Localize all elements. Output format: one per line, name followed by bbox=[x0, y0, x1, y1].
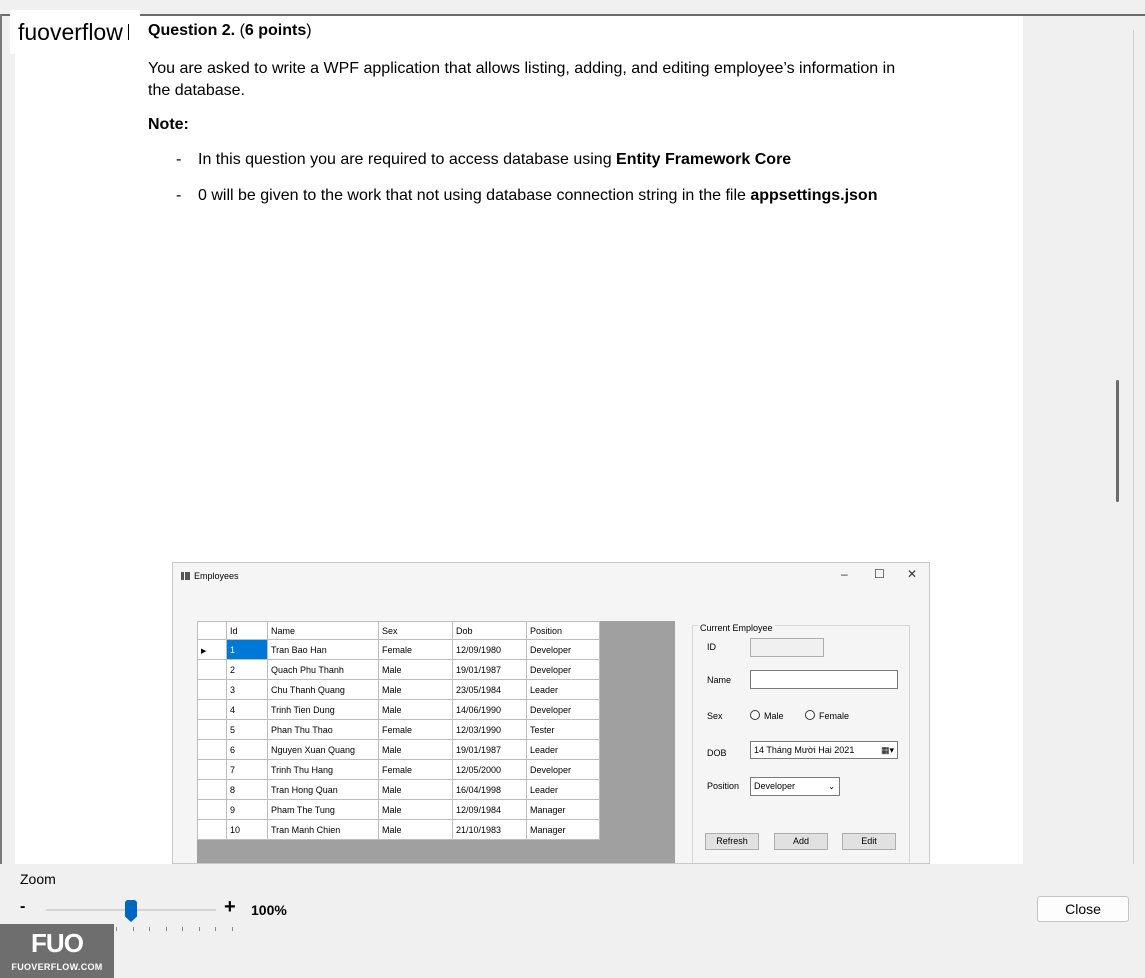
table-cell[interactable]: Female bbox=[379, 720, 453, 740]
column-header[interactable]: Name bbox=[268, 622, 379, 640]
table-cell[interactable]: Manager bbox=[527, 800, 600, 820]
table-cell[interactable]: 3 bbox=[227, 680, 268, 700]
top-border bbox=[0, 0, 1145, 16]
row-header[interactable] bbox=[198, 660, 227, 680]
table-cell[interactable]: Developer bbox=[527, 700, 600, 720]
table-cell[interactable]: Nguyen Xuan Quang bbox=[268, 740, 379, 760]
scrollbar-thumb[interactable] bbox=[1116, 380, 1119, 502]
maximize-icon[interactable]: ☐ bbox=[874, 567, 885, 581]
table-cell[interactable]: 12/09/1984 bbox=[453, 800, 527, 820]
id-label: ID bbox=[707, 642, 716, 652]
calendar-icon[interactable]: ▦▾ bbox=[880, 745, 894, 755]
bullet-bold: Entity Framework Core bbox=[616, 151, 792, 168]
table-cell[interactable]: 23/05/1984 bbox=[453, 680, 527, 700]
table-cell[interactable]: Leader bbox=[527, 740, 600, 760]
sex-label: Sex bbox=[707, 711, 723, 721]
table-cell[interactable]: Leader bbox=[527, 780, 600, 800]
table-cell[interactable]: Pham The Tung bbox=[268, 800, 379, 820]
edit-button[interactable]: Edit bbox=[842, 833, 896, 850]
bullet-item bbox=[176, 187, 877, 205]
column-header[interactable]: Sex bbox=[379, 622, 453, 640]
table-cell[interactable]: 5 bbox=[227, 720, 268, 740]
table-cell[interactable]: Quach Phu Thanh bbox=[268, 660, 379, 680]
position-label: Position bbox=[707, 781, 740, 791]
employees-window bbox=[172, 562, 930, 864]
row-header-corner bbox=[198, 622, 227, 640]
window-title: Employees bbox=[181, 571, 239, 581]
bullet-dash: - bbox=[176, 151, 182, 168]
table-cell[interactable]: Developer bbox=[527, 640, 600, 660]
table-cell[interactable]: 6 bbox=[227, 740, 268, 760]
row-header[interactable] bbox=[198, 780, 227, 800]
watermark-divider bbox=[128, 24, 129, 40]
scrollbar-track[interactable] bbox=[1133, 30, 1134, 864]
row-header[interactable] bbox=[198, 720, 227, 740]
table-cell[interactable]: Male bbox=[379, 780, 453, 800]
table-cell[interactable]: Phan Thu Thao bbox=[268, 720, 379, 740]
table-cell[interactable]: 1 bbox=[227, 640, 268, 660]
table-cell[interactable]: 19/01/1987 bbox=[453, 660, 527, 680]
table-cell[interactable]: Tran Hong Quan bbox=[268, 780, 379, 800]
fuoverflow-logo bbox=[0, 924, 114, 978]
table-row[interactable] bbox=[198, 800, 600, 820]
table-header-row bbox=[198, 622, 600, 640]
table-row[interactable] bbox=[198, 660, 600, 680]
zoom-label: Zoom bbox=[20, 871, 56, 887]
table-cell[interactable]: Female bbox=[379, 640, 453, 660]
app-icon bbox=[181, 572, 190, 580]
logo-text: FUOVERFLOW.COM bbox=[11, 962, 103, 972]
zoom-tick bbox=[116, 927, 117, 931]
bullet-text: In this question you are required to access database using bbox=[198, 151, 617, 168]
logo-mark: FUO bbox=[31, 928, 83, 958]
dob-datepicker[interactable]: 14 Tháng Mười Hai 2021 ▦▾ bbox=[750, 741, 898, 759]
question-label: Question 2. bbox=[148, 22, 236, 39]
table-cell[interactable]: Male bbox=[379, 680, 453, 700]
radio-circle-icon bbox=[750, 710, 760, 720]
table-cell[interactable]: 21/10/1983 bbox=[453, 820, 527, 840]
zoom-tick bbox=[133, 927, 134, 931]
group-title: Current Employee bbox=[700, 623, 773, 633]
row-header[interactable] bbox=[198, 700, 227, 720]
dob-label: DOB bbox=[707, 748, 727, 758]
row-header[interactable] bbox=[198, 740, 227, 760]
column-header[interactable]: Position bbox=[527, 622, 600, 640]
name-label: Name bbox=[707, 675, 732, 685]
zoom-in-button[interactable]: + bbox=[224, 896, 236, 918]
table-cell[interactable]: 14/06/1990 bbox=[453, 700, 527, 720]
table-cell[interactable]: Male bbox=[379, 820, 453, 840]
table-cell[interactable]: 16/04/1998 bbox=[453, 780, 527, 800]
row-header[interactable] bbox=[198, 760, 227, 780]
table-row[interactable] bbox=[198, 680, 600, 700]
table-row[interactable] bbox=[198, 740, 600, 760]
table-cell[interactable]: 8 bbox=[227, 780, 268, 800]
column-header[interactable]: Id bbox=[227, 622, 268, 640]
table-cell[interactable]: Chu Thanh Quang bbox=[268, 680, 379, 700]
table-row[interactable] bbox=[198, 820, 600, 840]
zoom-value: 100% bbox=[251, 902, 287, 918]
table-cell[interactable]: Tran Manh Chien bbox=[268, 820, 379, 840]
employee-grid[interactable] bbox=[197, 621, 675, 864]
table-cell[interactable]: Tester bbox=[527, 720, 600, 740]
zoom-tick bbox=[149, 927, 150, 931]
bottom-bar bbox=[0, 864, 1145, 978]
row-header[interactable] bbox=[198, 800, 227, 820]
table-cell[interactable]: Male bbox=[379, 700, 453, 720]
zoom-tick bbox=[215, 927, 216, 931]
close-button[interactable]: Close bbox=[1037, 896, 1129, 922]
zoom-tick bbox=[182, 927, 183, 931]
table-cell[interactable]: 9 bbox=[227, 800, 268, 820]
add-button[interactable]: Add bbox=[774, 833, 828, 850]
table-cell[interactable]: 12/03/1990 bbox=[453, 720, 527, 740]
row-header[interactable] bbox=[198, 680, 227, 700]
table-row[interactable] bbox=[198, 640, 600, 660]
bullet-item bbox=[176, 151, 791, 169]
table-row[interactable] bbox=[198, 780, 600, 800]
refresh-button[interactable]: Refresh bbox=[705, 833, 759, 850]
question-points: (6 points) bbox=[239, 22, 312, 39]
table-cell[interactable]: 19/01/1987 bbox=[453, 740, 527, 760]
bullet-dash: - bbox=[176, 187, 182, 204]
minimize-icon[interactable]: – bbox=[841, 567, 848, 581]
name-field[interactable] bbox=[750, 670, 898, 689]
zoom-tick bbox=[199, 927, 200, 931]
bullet-bold: appsettings.json bbox=[750, 187, 878, 204]
chevron-down-icon: ⌄ bbox=[828, 782, 835, 791]
table-cell[interactable]: Developer bbox=[527, 660, 600, 680]
close-icon[interactable]: ✕ bbox=[907, 567, 918, 581]
id-field[interactable] bbox=[750, 638, 824, 657]
table-cell[interactable]: Male bbox=[379, 740, 453, 760]
table-cell[interactable]: 10 bbox=[227, 820, 268, 840]
table-row[interactable] bbox=[198, 700, 600, 720]
table-row[interactable] bbox=[198, 760, 600, 780]
bullet-text: 0 will be given to the work that not using database connection string in the file bbox=[198, 187, 751, 204]
zoom-tick bbox=[232, 927, 233, 931]
table-cell[interactable]: Manager bbox=[527, 820, 600, 840]
employee-table bbox=[197, 621, 600, 840]
table-cell[interactable]: 12/05/2000 bbox=[453, 760, 527, 780]
radio-circle-icon bbox=[805, 710, 815, 720]
table-cell[interactable]: Male bbox=[379, 800, 453, 820]
table-cell[interactable]: 7 bbox=[227, 760, 268, 780]
row-header[interactable] bbox=[198, 820, 227, 840]
female-radio[interactable]: Female bbox=[805, 710, 849, 721]
note-label: Note: bbox=[148, 116, 189, 133]
position-select[interactable]: Developer ⌄ bbox=[750, 777, 840, 796]
table-cell[interactable]: 12/09/1980 bbox=[453, 640, 527, 660]
question-title bbox=[148, 22, 312, 40]
zoom-tick bbox=[166, 927, 167, 931]
watermark: fuoverflow bbox=[10, 10, 140, 54]
zoom-out-button[interactable]: - bbox=[20, 898, 26, 915]
column-header[interactable]: Dob bbox=[453, 622, 527, 640]
table-cell[interactable]: Leader bbox=[527, 680, 600, 700]
table-cell[interactable]: Female bbox=[379, 760, 453, 780]
table-cell[interactable]: Trinh Thu Hang bbox=[268, 760, 379, 780]
table-cell[interactable]: Developer bbox=[527, 760, 600, 780]
table-cell[interactable]: 4 bbox=[227, 700, 268, 720]
table-row[interactable] bbox=[198, 720, 600, 740]
table-cell[interactable]: 2 bbox=[227, 660, 268, 680]
current-row-arrow-icon[interactable]: ▶ bbox=[198, 640, 227, 660]
table-cell[interactable]: Tran Bao Han bbox=[268, 640, 379, 660]
male-radio[interactable]: Male bbox=[750, 710, 784, 721]
table-cell[interactable]: Male bbox=[379, 660, 453, 680]
table-cell[interactable]: Trinh Tien Dung bbox=[268, 700, 379, 720]
question-paragraph: You are asked to write a WPF application that allows listing, adding, and editing employee’s information in the database. bbox=[148, 60, 896, 99]
